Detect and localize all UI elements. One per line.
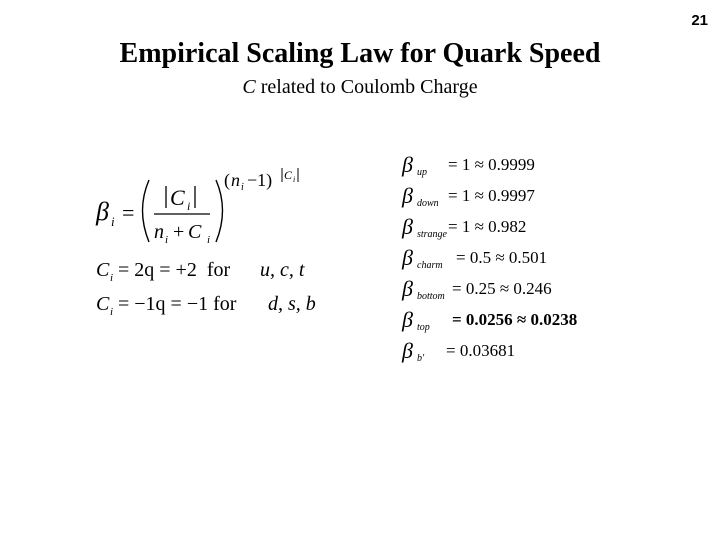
line2-C-sub: i bbox=[110, 306, 114, 318]
line1-equation: = 2q = +2 for bbox=[118, 259, 231, 281]
left-paren bbox=[143, 180, 150, 242]
quark-speed-list bbox=[402, 150, 702, 367]
line1-flavors: u, c, t bbox=[260, 259, 305, 281]
beta-subscript: charm bbox=[417, 260, 443, 271]
beta-symbol: β bbox=[402, 214, 413, 239]
beta-subscript: down bbox=[417, 198, 439, 209]
line2-equation: = −1q = −1 for bbox=[118, 293, 237, 315]
denominator-C: C bbox=[188, 221, 202, 243]
page-subtitle bbox=[0, 76, 720, 99]
formula-equals: = bbox=[122, 200, 135, 225]
exponent-n: n bbox=[231, 170, 240, 190]
exponent-minus-one: −1) bbox=[247, 170, 273, 190]
beta-symbol: β bbox=[402, 276, 413, 301]
exponent-C: C bbox=[284, 168, 293, 182]
beta-subscript: bottom bbox=[417, 291, 445, 302]
beta-value: = 0.25 ≈ 0.246 bbox=[452, 279, 552, 298]
beta-subscript: strange bbox=[417, 229, 447, 240]
beta-symbol: β bbox=[402, 338, 413, 363]
beta-symbol: β bbox=[402, 183, 413, 208]
line1-C-sub: i bbox=[110, 272, 114, 284]
beta-value: = 1 ≈ 0.9997 bbox=[448, 186, 535, 205]
beta-value: = 0.5 ≈ 0.501 bbox=[456, 248, 548, 267]
formula-beta: β bbox=[96, 197, 109, 226]
exponent-n-sub: i bbox=[241, 182, 244, 193]
denominator-plus: + bbox=[173, 221, 185, 243]
list-item bbox=[402, 274, 702, 305]
subtitle-variable: C bbox=[242, 76, 256, 98]
line1-C: C bbox=[96, 259, 110, 281]
formula-svg bbox=[92, 158, 342, 328]
page-number: 21 bbox=[691, 12, 708, 29]
denominator-n: n bbox=[154, 221, 164, 243]
right-paren bbox=[216, 180, 223, 242]
scaling-law-formula bbox=[92, 158, 342, 328]
line2-C: C bbox=[96, 293, 110, 315]
subtitle-text: related to Coulomb Charge bbox=[255, 76, 478, 98]
list-item bbox=[402, 243, 702, 274]
beta-value: = 0.0256 ≈ 0.0238 bbox=[452, 310, 578, 329]
list-item bbox=[402, 305, 702, 336]
beta-symbol: β bbox=[402, 307, 413, 332]
beta-value: = 1 ≈ 0.982 bbox=[448, 217, 527, 236]
denominator-n-sub: i bbox=[165, 234, 169, 246]
beta-symbol: β bbox=[402, 245, 413, 270]
exponent-open-paren: ( bbox=[224, 170, 230, 190]
numerator-C: C bbox=[170, 185, 185, 210]
formula-beta-sub: i bbox=[111, 214, 115, 229]
line2-flavors: d, s, b bbox=[268, 293, 316, 315]
beta-value: = 0.03681 bbox=[446, 341, 516, 360]
beta-symbol: β bbox=[402, 152, 413, 177]
page-title: Empirical Scaling Law for Quark Speed bbox=[119, 38, 601, 69]
list-item bbox=[402, 336, 702, 367]
numerator-sub: i bbox=[187, 199, 191, 213]
beta-subscript: up bbox=[417, 167, 427, 178]
beta-subscript: top bbox=[417, 322, 430, 333]
beta-subscript: b' bbox=[417, 353, 425, 364]
list-item bbox=[402, 150, 702, 181]
list-item bbox=[402, 181, 702, 212]
exponent-C-sub: i bbox=[293, 175, 296, 184]
beta-value: = 1 ≈ 0.9999 bbox=[448, 155, 535, 174]
denominator-C-sub: i bbox=[207, 234, 211, 246]
list-item bbox=[402, 212, 702, 243]
